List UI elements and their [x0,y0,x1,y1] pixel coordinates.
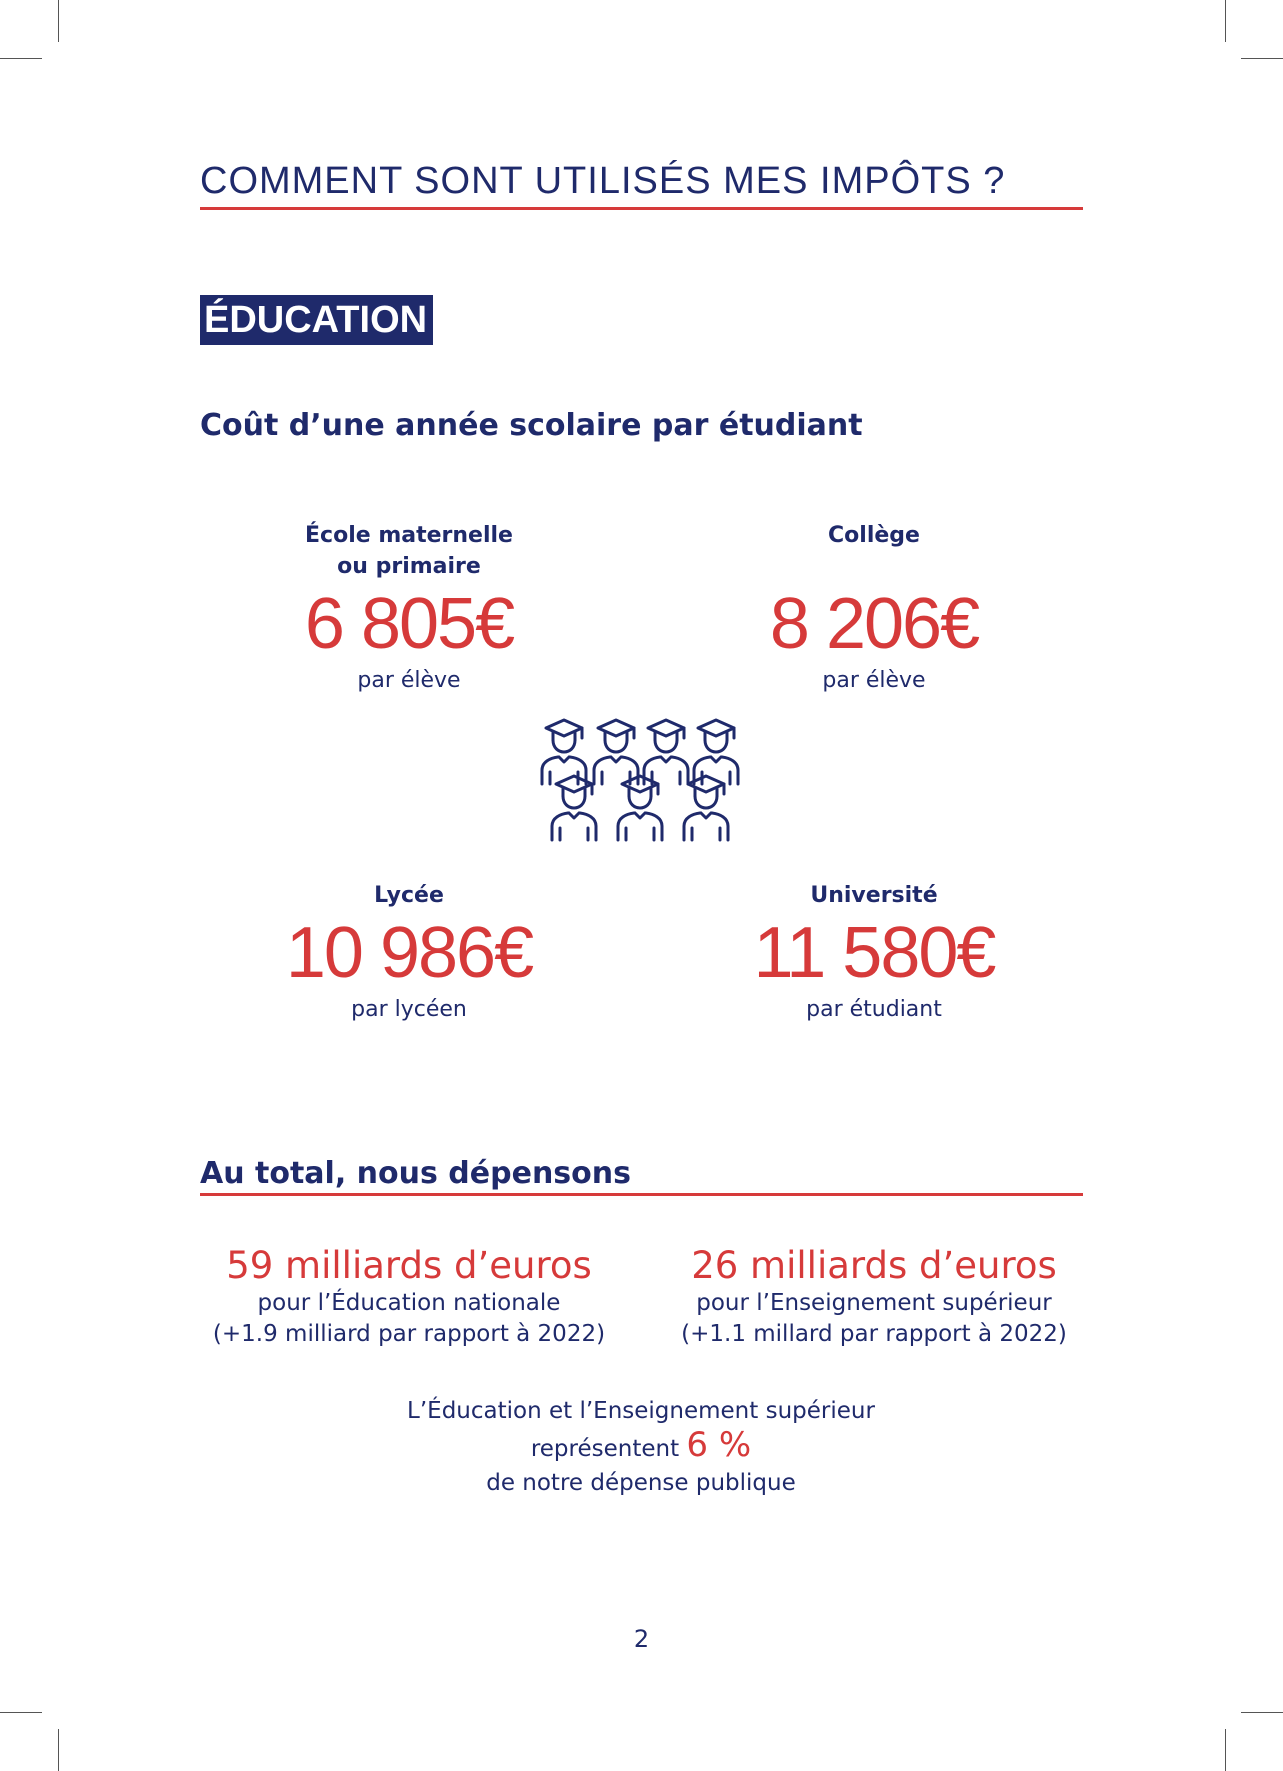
section-subtitle: Coût d’une année scolaire par étudiant [200,408,863,443]
crop-mark [1225,1729,1226,1771]
cost-label: Université [810,883,938,908]
total-desc: pour l’Enseignement supérieur [696,1290,1052,1316]
graduates-icon [536,716,744,842]
cost-unit: par lycéen [351,997,467,1022]
cost-value: 6 805€ [304,584,514,664]
total-desc: pour l’Éducation nationale [257,1290,561,1316]
page-number: 2 [633,1625,650,1653]
total-delta: (+1.1 millard par rapport à 2022) [681,1321,1067,1347]
total-amount: 26 milliards d’euros [691,1244,1057,1287]
page-title: COMMENT SONT UTILISÉS MES IMPÔTS ? [200,160,1006,202]
totals-underline [200,1193,1083,1196]
cost-unit: par étudiant [806,997,942,1022]
total-amount: 59 milliards d’euros [226,1244,592,1287]
total-delta: (+1.9 milliard par rapport à 2022) [212,1321,606,1347]
totals-heading: Au total, nous dépensons [200,1156,631,1191]
cost-value: 11 580€ [753,913,995,993]
section-badge: ÉDUCATION [200,295,433,345]
cost-value: 8 206€ [769,584,979,664]
crop-mark [58,1729,59,1771]
cost-lycee [199,880,619,1025]
cost-unit: par élève [822,668,926,693]
public-spending-share [341,1394,941,1500]
total-education [189,1244,629,1350]
cost-label: ou primaire [337,554,481,579]
cost-label: Collège [828,523,920,548]
cost-label: Lycée [374,883,444,908]
share-percent: 6 % [686,1425,752,1465]
crop-mark [1225,0,1226,42]
share-line3: de notre dépense publique [486,1470,796,1496]
cost-label: École maternelle [305,523,513,548]
cost-college [664,520,1084,696]
title-underline [200,207,1083,210]
share-line1: L’Éducation et l’Enseignement supérieur [407,1398,875,1424]
crop-mark [58,0,59,42]
cost-universite [664,880,1084,1025]
crop-mark [0,58,42,59]
total-enseignement-superieur [654,1244,1094,1350]
cost-unit: par élève [357,668,461,693]
cost-primary [199,520,619,696]
cost-value: 10 986€ [285,913,533,993]
share-prefix: représentent [530,1436,680,1462]
cost-label [664,551,1084,582]
crop-mark [0,1712,42,1713]
crop-mark [1241,58,1283,59]
crop-mark [1241,1712,1283,1713]
